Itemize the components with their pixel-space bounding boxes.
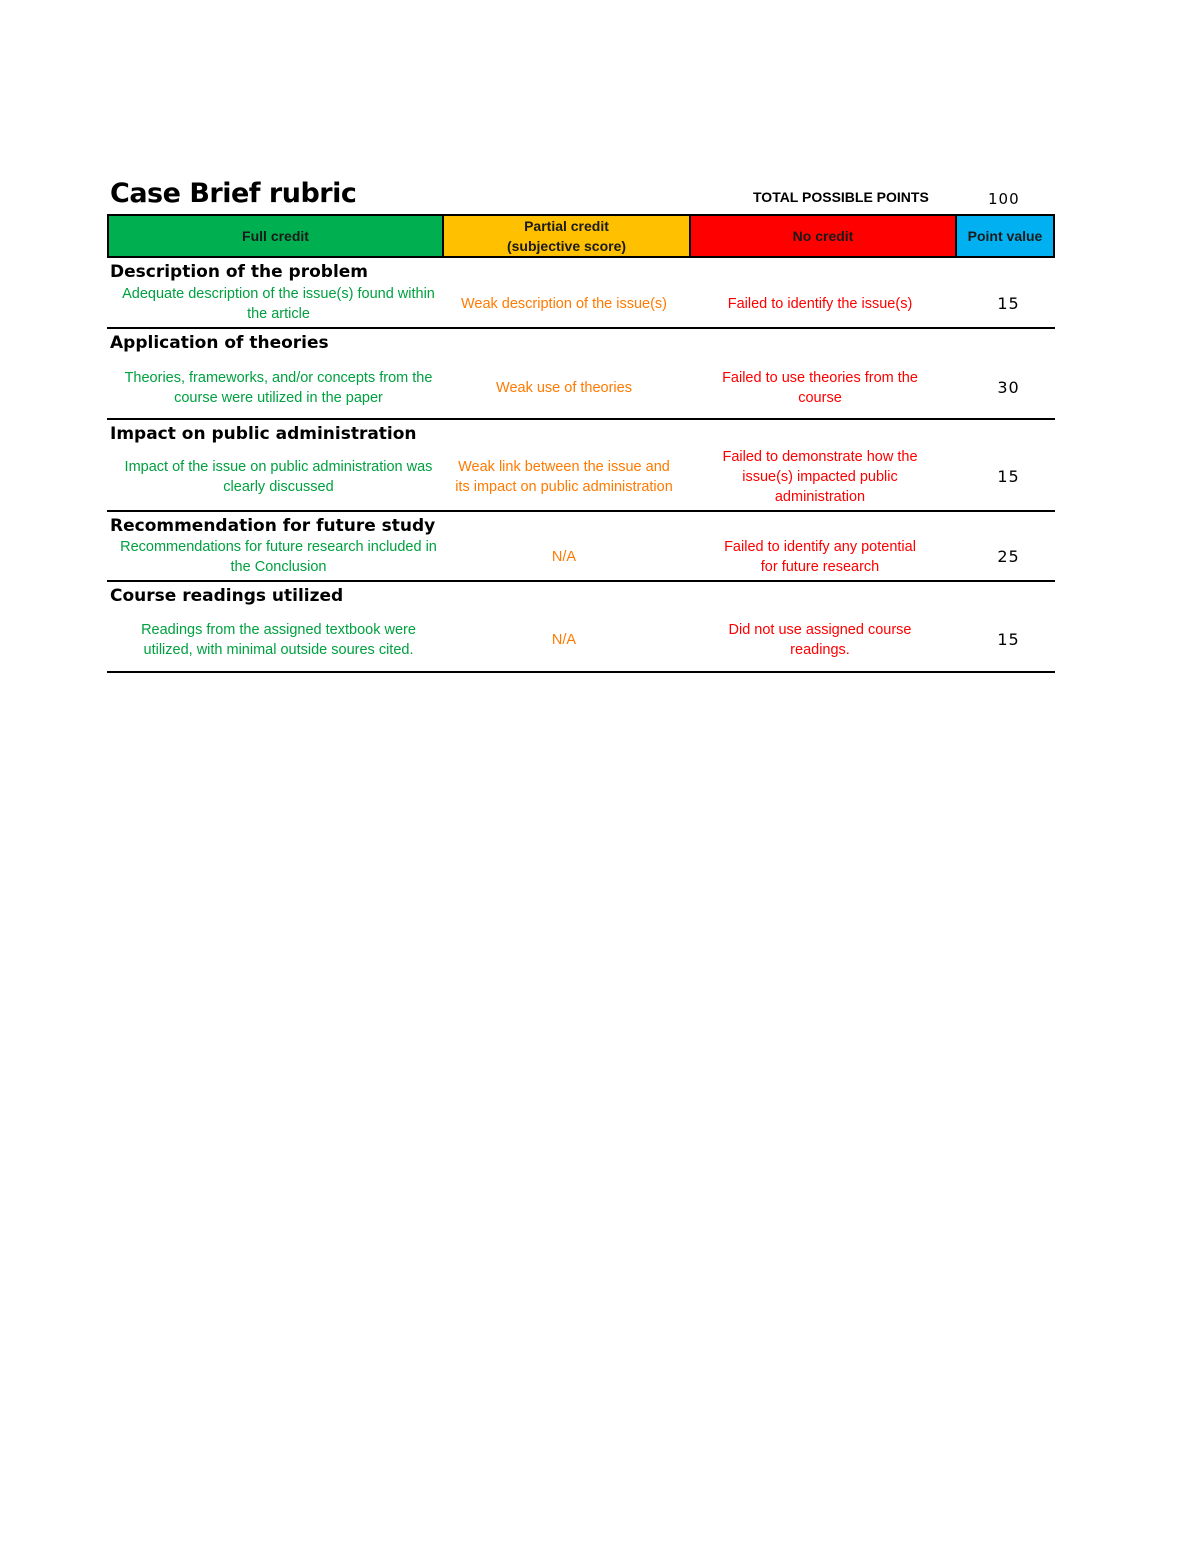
rubric-sheet [107,178,1055,673]
point-value-cell: 15 [997,630,1020,649]
point-value-cell: 25 [997,547,1020,566]
header-point-value: Point value [955,216,1053,256]
criterion-title: Application of theories [110,333,329,353]
full-credit-cell: Theories, frameworks, and/or concepts from the course were utilized in the paper [124,370,433,406]
point-value-cell: 30 [997,378,1020,397]
rubric-row [107,582,1055,673]
header-partial-credit-label: Partial credit (subjective score) [506,218,627,254]
no-credit-cell: Did not use assigned course readings. [728,622,912,658]
point-value-cell: 15 [997,294,1020,313]
full-credit-cell: Impact of the issue on public administration was clearly discussed [124,459,433,495]
full-credit-cell: Recommendations for future research included in the Conclusion [120,539,437,575]
total-points-label: TOTAL POSSIBLE POINTS [753,189,929,205]
criterion-title: Impact on public administration [110,424,417,444]
partial-credit-cell: Weak link between the issue and its impact on public administration [455,459,673,495]
rubric-row [107,420,1055,512]
point-value-cell: 15 [997,467,1020,486]
rubric-row [107,329,1055,420]
no-credit-cell: Failed to use theories from the course [722,370,918,406]
partial-credit-cell: N/A [551,549,577,565]
no-credit-cell: Failed to identify the issue(s) [727,296,913,312]
rubric-header-row [107,214,1055,258]
header-partial-credit [442,216,689,256]
partial-credit-cell: Weak use of theories [496,380,632,396]
total-points-value: 100 [988,190,1020,208]
criterion-title: Description of the problem [110,262,369,282]
header-full-credit: Full credit [109,216,442,256]
partial-credit-cell: Weak description of the issue(s) [460,296,668,312]
page-title: Case Brief rubric [110,178,357,209]
full-credit-cell: Readings from the assigned textbook were utilized, with minimal outside soures cited. [141,622,416,658]
header-no-credit: No credit [689,216,955,256]
rubric-row [107,258,1055,329]
no-credit-cell: Failed to demonstrate how the issue(s) impacted public administration [722,449,918,505]
criterion-title: Course readings utilized [110,586,344,606]
rubric-row [107,512,1055,582]
full-credit-cell: Adequate description of the issue(s) found within the article [122,286,435,322]
criterion-title: Recommendation for future study [110,516,436,536]
partial-credit-cell: N/A [551,632,577,648]
title-row [107,178,1055,214]
no-credit-cell: Failed to identify any potential for future research [724,539,916,575]
